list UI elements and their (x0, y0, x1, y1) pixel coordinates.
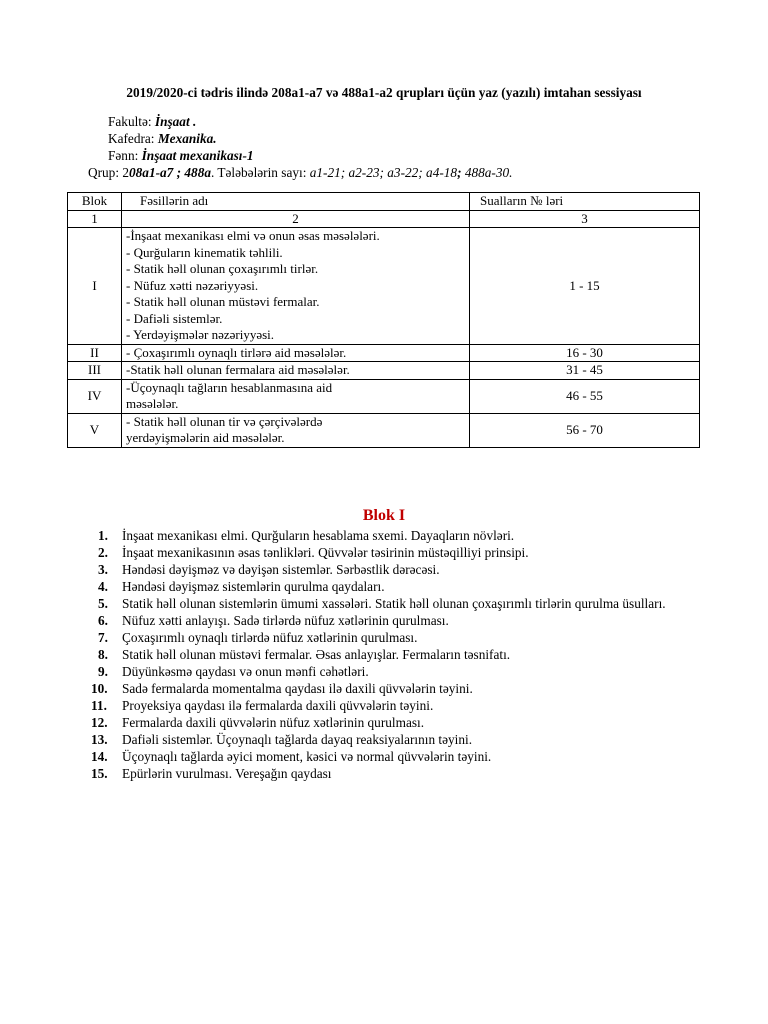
range-cell: 31 - 45 (470, 362, 700, 380)
list-item (98, 629, 696, 646)
list-item (98, 527, 696, 544)
subject-label: Fənn: (108, 148, 142, 163)
chapter-line: - Qurğuların kinematik təhlili. (126, 244, 283, 260)
students-value-b: 488a-30. (461, 165, 513, 180)
blok-cell: III (68, 362, 122, 380)
question-text: Nüfuz xətti anlayışı. Sadə tirlərdə nüfuz xətlərinin qurulması. (122, 613, 449, 628)
numbering-cell: 1 (68, 210, 122, 228)
chapter-line: - Dafiəli sistemlər. (126, 310, 223, 326)
question-text: Epürlərin vurulması. Vereşağın qaydası (122, 766, 332, 781)
list-item (91, 680, 696, 697)
list-item (98, 578, 696, 595)
blocks-table (67, 192, 700, 448)
chapter-line: - Çoxaşırımlı oynaqlı tirlərə aid məsələlər. (126, 344, 347, 360)
table-row (68, 413, 700, 447)
group-label: Qrup: 2 (88, 165, 129, 180)
faculty-line (108, 114, 196, 130)
numbering-cell: 2 (122, 210, 470, 228)
question-text: Çoxaşırımlı oynaqlı tirlərdə nüfuz xətlərinin qurulması. (122, 630, 418, 645)
department-line (108, 131, 217, 147)
question-text: Həndəsi dəyişməz və dəyişən sistemlər. Sərbəstlik dərəcəsi. (122, 562, 440, 577)
chapter-line: - Statik həll olunan çoxaşırımlı tirlər. (126, 261, 319, 276)
blok-cell: V (68, 413, 122, 447)
chapters-cell (122, 413, 470, 447)
faculty-label: Fakultə: (108, 114, 155, 129)
questions-list (91, 527, 696, 782)
question-text: Fermalarda daxili qüvvələrin nüfuz xətlərinin qurulması. (122, 715, 425, 730)
question-number: 5. (98, 596, 108, 611)
header-blok: Blok (68, 193, 122, 211)
range-cell: 56 - 70 (470, 413, 700, 447)
list-item (91, 765, 696, 782)
chapter-line: -İnşaat mexanikası elmi və onun əsas məsələləri. (126, 228, 380, 243)
list-item (91, 697, 696, 714)
list-item (98, 595, 696, 612)
table-row (68, 344, 700, 362)
range-cell: 1 - 15 (470, 228, 700, 345)
chapter-line: -Statik həll olunan fermalara aid məsələlər. (126, 362, 350, 377)
students-label: . Tələbələrin sayı: (211, 165, 310, 180)
question-number: 8. (98, 647, 108, 662)
table-row (68, 228, 700, 345)
question-text: Həndəsi dəyişməz sistemlərin qurulma qaydaları. (122, 579, 385, 594)
list-item (98, 561, 696, 578)
question-text: İnşaat mexanikasının əsas tənlikləri. Qüvvələr təsirinin müstəqilliyi prinsipi. (122, 545, 529, 560)
chapter-line: məsələlər. (126, 396, 179, 411)
students-value-a: a1-21; a2-23; a3-22; a4-18 (309, 165, 458, 180)
students-separator: ; (457, 165, 462, 180)
header-question-numbers: Sualların № ləri (470, 193, 700, 211)
numbering-cell: 3 (470, 210, 700, 228)
chapter-line: - Yerdəyişmələr nəzəriyyəsi. (126, 327, 275, 342)
question-text: Statik həll olunan müstəvi fermalar. Əsas anlayışlar. Fermaların təsnifatı. (122, 647, 511, 662)
question-text: Üçoynaqlı tağlarda əyici moment, kəsici və normal qüvvələrin təyini. (122, 749, 492, 764)
blok-cell: IV (68, 379, 122, 413)
table-row (68, 362, 700, 380)
chapters-cell (122, 228, 470, 345)
page-title: 2019/2020-ci tədris ilində 208a1-a7 və 488a1-a2 qrupları üçün yaz (yazılı) imtahan sessiyası (126, 85, 642, 100)
department-value: Mexanika. (157, 131, 217, 146)
list-item (91, 731, 696, 748)
question-number: 13. (91, 732, 108, 747)
subject-value: İnşaat mexanikası-1 (141, 148, 254, 163)
question-number: 4. (98, 579, 108, 594)
chapters-cell (122, 379, 470, 413)
question-number: 14. (91, 749, 108, 764)
question-number: 12. (91, 715, 108, 730)
question-number: 10. (91, 681, 108, 696)
list-item (91, 714, 696, 731)
list-item (98, 612, 696, 629)
group-value: 08a1-a7 ; 488a (129, 165, 211, 180)
question-text: Proyeksiya qaydası ilə fermalarda daxili qüvvələrin təyini. (122, 698, 434, 713)
list-item (98, 663, 696, 680)
chapter-line: - Statik həll olunan tir və çərçivələrdə (126, 413, 323, 429)
list-item (98, 544, 696, 561)
question-number: 3. (98, 562, 108, 577)
question-number: 11. (91, 698, 107, 713)
range-cell: 16 - 30 (470, 344, 700, 362)
question-number: 7. (98, 630, 108, 645)
list-item (98, 646, 696, 663)
chapter-line: -Üçoynaqlı tağların hesablanmasına aid (126, 379, 333, 395)
question-number: 15. (91, 766, 108, 781)
question-number: 6. (98, 613, 108, 628)
table-numbering-row (68, 210, 700, 228)
header-chapters: Fəsillərin adı (122, 193, 470, 211)
question-number: 9. (98, 664, 108, 679)
table-row (68, 379, 700, 413)
blok-cell: I (68, 228, 122, 345)
question-number: 1. (98, 528, 108, 543)
question-text: Statik həll olunan sistemlərin ümumi xassələri. Statik həll olunan çoxaşırımlı tirlərin qurulma üsulları. (122, 596, 666, 611)
table-header-row (68, 193, 700, 211)
list-item (91, 748, 696, 765)
subject-line (108, 148, 254, 164)
group-line (88, 165, 512, 181)
blok-cell: II (68, 344, 122, 362)
section-heading: Blok I (362, 507, 406, 524)
question-text: Dafiəli sistemlər. Üçoynaqlı tağlarda dayaq reaksiyalarının təyini. (122, 732, 473, 747)
question-text: İnşaat mexanikası elmi. Qurğuların hesablama sxemi. Dayaqların növləri. (122, 528, 515, 543)
department-label: Kafedra: (108, 131, 158, 146)
chapter-line: - Statik həll olunan müstəvi fermalar. (126, 294, 320, 309)
faculty-value: İnşaat . (154, 114, 197, 129)
chapter-line: - Nüfuz xətti nəzəriyyəsi. (126, 277, 259, 293)
question-text: Sadə fermalarda momentalma qaydası ilə daxili qüvvələrin təyini. (122, 681, 473, 696)
question-number: 2. (98, 545, 108, 560)
chapter-line: yerdəyişmələrin aid məsələlər. (126, 430, 285, 445)
chapters-cell (122, 344, 470, 362)
question-text: Düyünkəsmə qaydası və onun mənfi cəhətləri. (122, 664, 369, 679)
range-cell: 46 - 55 (470, 379, 700, 413)
chapters-cell (122, 362, 470, 380)
